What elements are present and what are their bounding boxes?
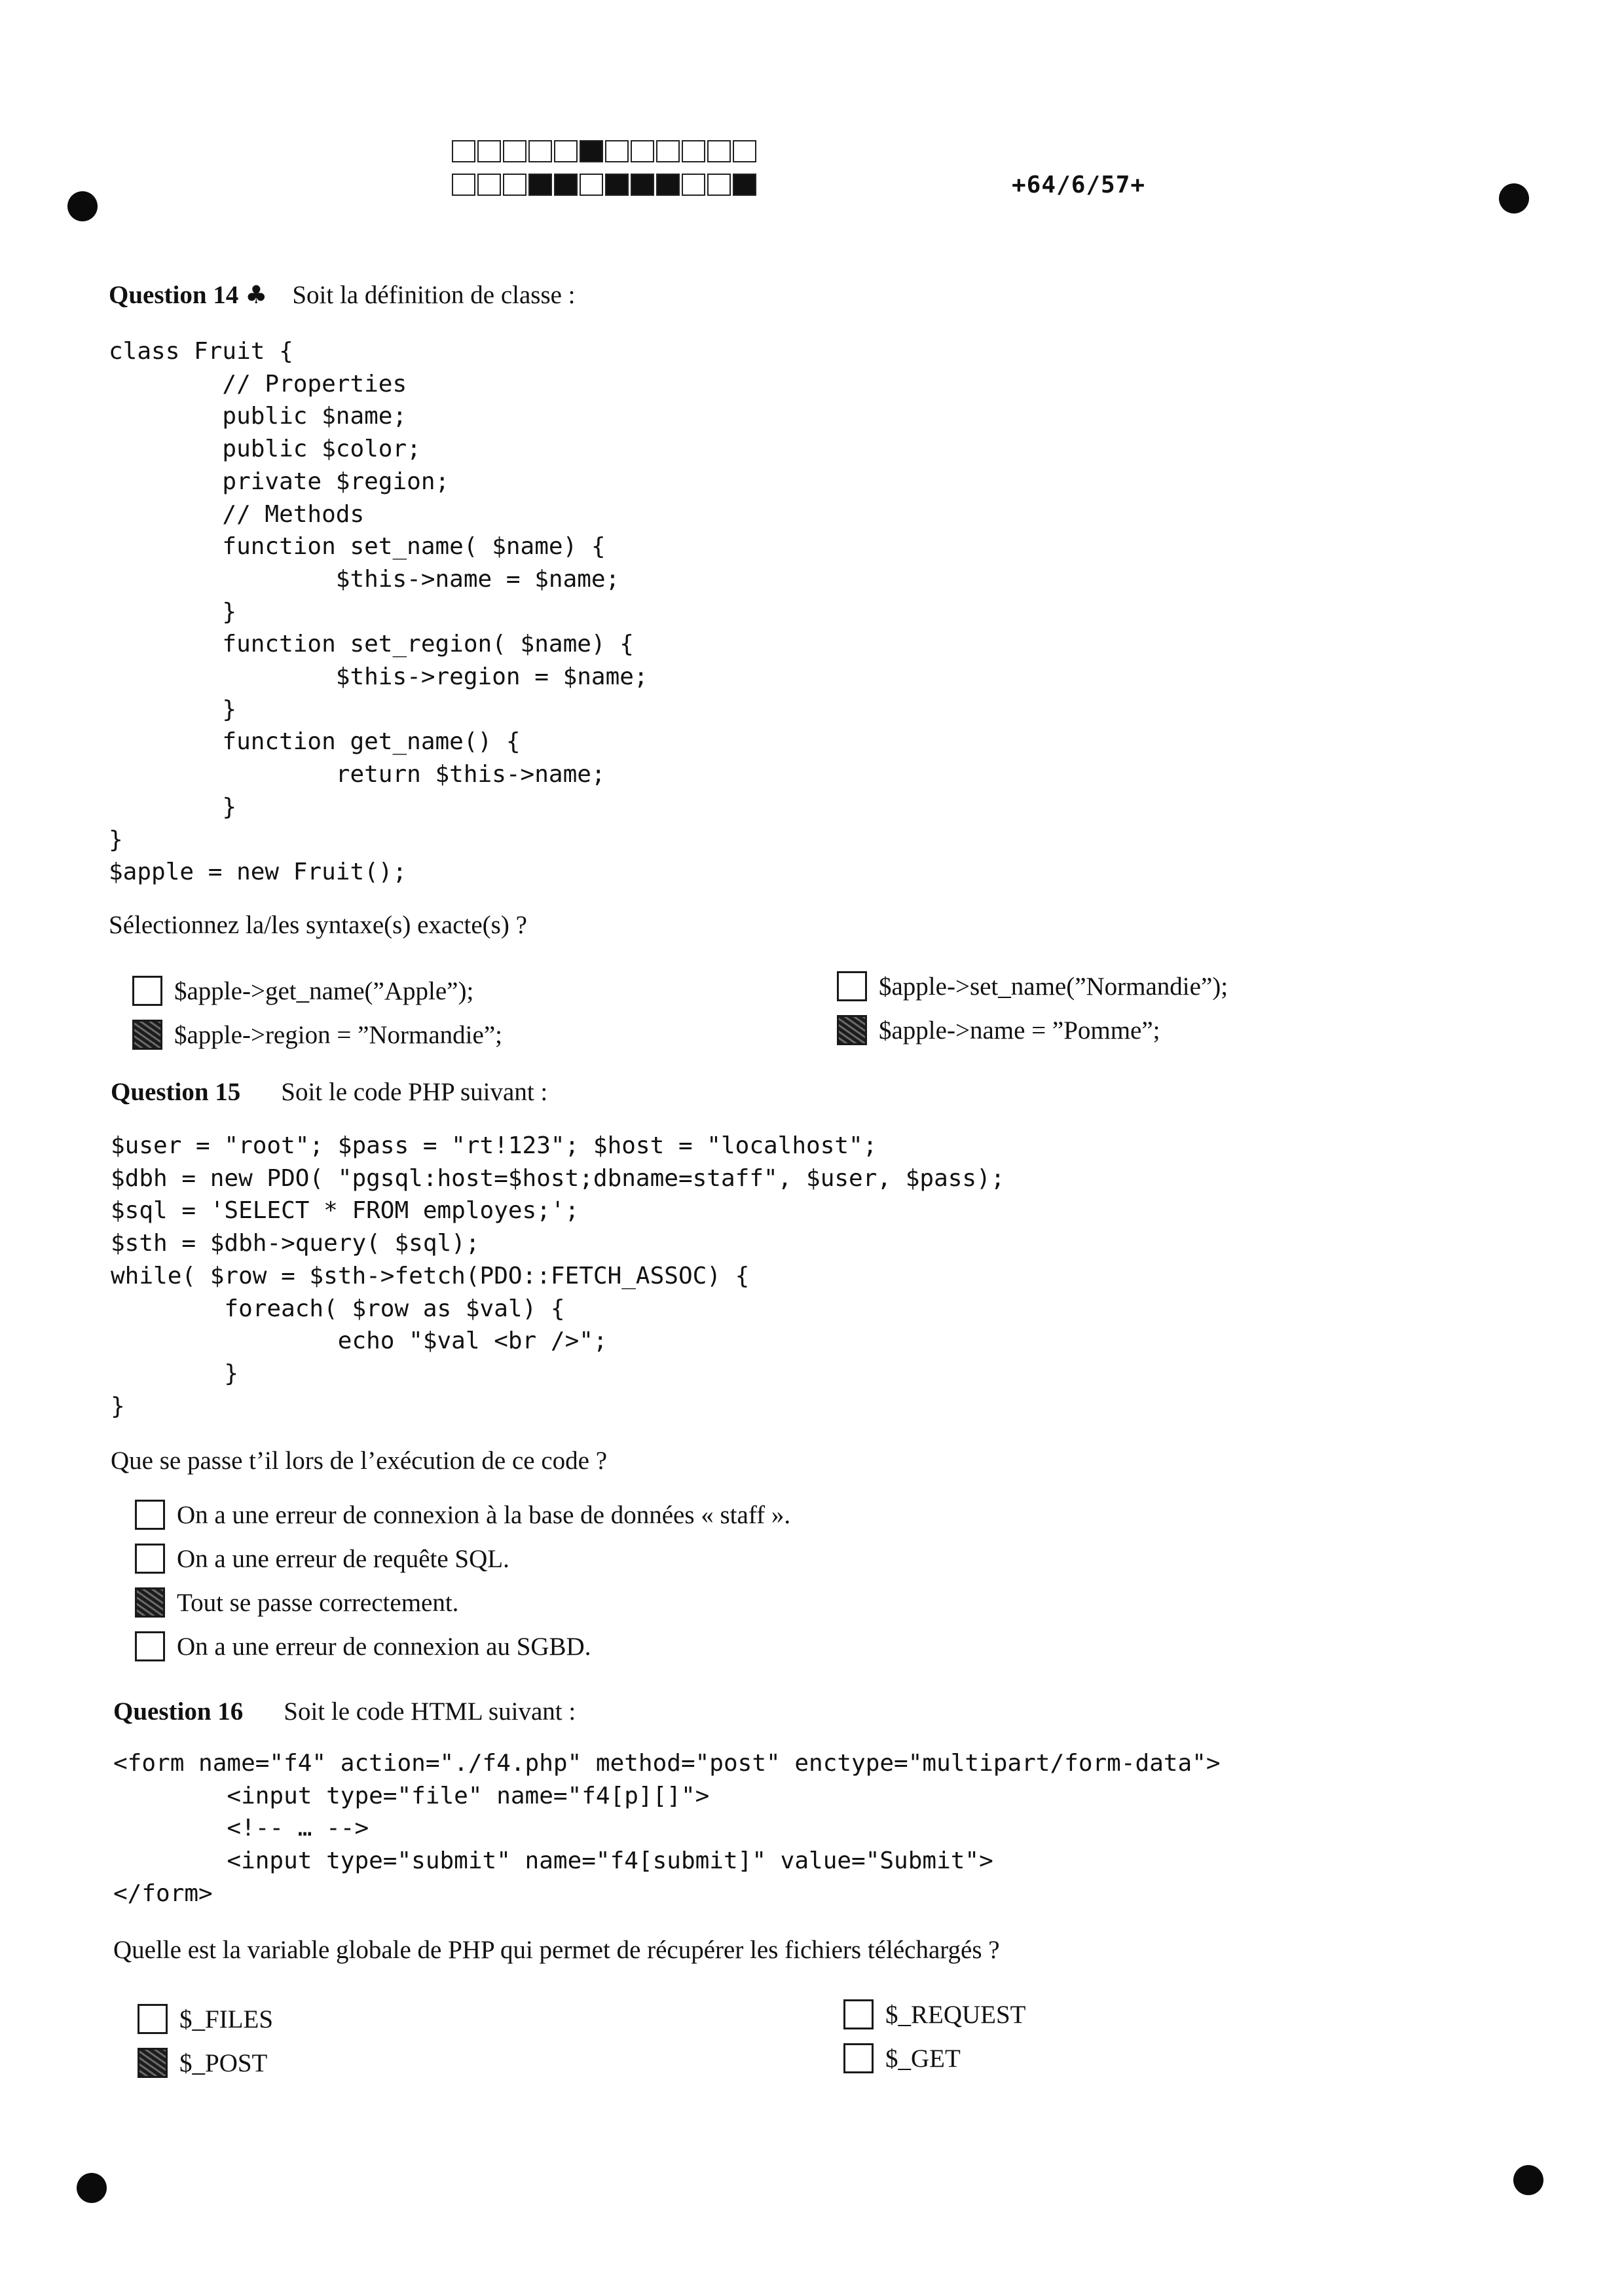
code-cell-filled: [605, 174, 629, 196]
checkbox[interactable]: [135, 1500, 165, 1530]
checkbox[interactable]: [138, 2004, 168, 2034]
question-intro: Soit le code PHP suivant :: [281, 1078, 548, 1106]
code-cell-filled: [528, 174, 552, 196]
code-cell-empty: [656, 140, 680, 162]
answer-label: $_REQUEST: [885, 2000, 1026, 2029]
sheet-id: +64/6/57+: [1012, 172, 1146, 198]
code-cell-filled: [631, 174, 654, 196]
answer-checkbox[interactable]: [837, 971, 1228, 1001]
code-cell-empty: [477, 174, 501, 196]
code-cell-empty: [682, 174, 705, 196]
checkbox-checked[interactable]: [132, 1020, 162, 1050]
sheet-code-row-2: [452, 174, 758, 196]
answer-checkbox[interactable]: [132, 1020, 502, 1050]
code-cell-empty: [605, 140, 629, 162]
registration-mark-bottom-left: [77, 2173, 107, 2203]
code-cell-empty: [707, 140, 731, 162]
checkbox-checked[interactable]: [837, 1015, 867, 1045]
answer-checkbox[interactable]: [135, 1587, 458, 1618]
question-15-title: [111, 1077, 547, 1107]
code-cell-empty: [503, 174, 526, 196]
checkbox[interactable]: [135, 1631, 165, 1661]
answer-checkbox[interactable]: [837, 1015, 1160, 1045]
code-cell-empty: [707, 174, 731, 196]
question-number: Question 14: [109, 281, 239, 309]
answer-label: $apple->name = ”Pomme”;: [879, 1016, 1160, 1045]
question-15-code: $user = "root"; $pass = "rt!123"; $host = "localhost"; $dbh = new PDO( "pgsql:host=$host;dbname=staff", $user, $pass); $sql = 'SELECT * FROM employes;'; $sth = $dbh->query( $sql); while( $row = $sth->fetch(PDO::FETCH_ASSOC) { foreach( $row as $val) { echo "$val <br />"; } }: [111, 1132, 1005, 1420]
question-16-title: [113, 1697, 576, 1726]
answer-checkbox[interactable]: [135, 1544, 509, 1574]
checkbox[interactable]: [132, 976, 162, 1006]
code-cell-empty: [503, 140, 526, 162]
code-cell-empty: [452, 174, 475, 196]
code-cell-filled: [580, 140, 603, 162]
code-cell-empty: [580, 174, 603, 196]
checkbox[interactable]: [135, 1544, 165, 1574]
answer-label: $_FILES: [179, 2005, 274, 2033]
answer-label: $apple->region = ”Normandie”;: [174, 1020, 502, 1049]
answer-label: On a une erreur de requête SQL.: [177, 1544, 509, 1573]
answer-checkbox[interactable]: [135, 1500, 790, 1530]
question-intro: Soit le code HTML suivant :: [284, 1697, 576, 1726]
code-cell-empty: [631, 140, 654, 162]
answer-label: On a une erreur de connexion à la base de données « staff ».: [177, 1500, 791, 1529]
answer-checkbox[interactable]: [138, 2048, 267, 2078]
question-number: Question 15: [111, 1078, 241, 1106]
question-number: Question 16: [113, 1697, 244, 1726]
answer-checkbox[interactable]: [132, 976, 473, 1006]
question-16-code: <form name="f4" action="./f4.php" method="post" enctype="multipart/form-data"> <input type="file" name="f4[p][]"> <!-- … --> <input type="submit" name="f4[submit]" value="Submit"> </form>: [113, 1750, 1221, 1907]
checkbox-checked[interactable]: [138, 2048, 168, 2078]
question-15-prompt: Que se passe t’il lors de l’exécution de ce code ?: [111, 1447, 608, 1475]
question-intro: Soit la définition de classe :: [292, 281, 576, 309]
code-cell-filled: [733, 174, 756, 196]
code-cell-empty: [477, 140, 501, 162]
checkbox[interactable]: [843, 1999, 874, 2029]
answer-label: $_POST: [179, 2048, 268, 2077]
answer-checkbox[interactable]: [138, 2004, 273, 2034]
answer-checkbox[interactable]: [843, 2043, 961, 2073]
question-14-code: class Fruit { // Properties public $name; public $color; private $region; // Methods function set_name( $name) { $this->name = $name; } function set_region( $name) { $this->region = $name; } function get_name() { return $this->name; } } $apple = new Fruit();: [109, 338, 648, 886]
code-cell-filled: [554, 174, 578, 196]
code-cell-filled: [656, 174, 680, 196]
registration-mark-bottom-right: [1513, 2165, 1543, 2195]
checkbox[interactable]: [843, 2043, 874, 2073]
code-cell-empty: [554, 140, 578, 162]
code-cell-empty: [528, 140, 552, 162]
code-cell-empty: [733, 140, 756, 162]
answer-checkbox[interactable]: [843, 1999, 1026, 2029]
answer-label: Tout se passe correctement.: [177, 1588, 459, 1617]
answer-label: On a une erreur de connexion au SGBD.: [177, 1632, 591, 1661]
answer-label: $_GET: [885, 2044, 961, 2073]
checkbox[interactable]: [837, 971, 867, 1001]
sheet-code-row-1: [452, 140, 758, 162]
registration-mark-top-right: [1499, 183, 1529, 213]
code-cell-empty: [452, 140, 475, 162]
question-16-prompt: Quelle est la variable globale de PHP qui permet de récupérer les fichiers téléchargés ?: [113, 1936, 1000, 1964]
registration-mark-top-left: [67, 191, 98, 221]
code-cell-empty: [682, 140, 705, 162]
answer-label: $apple->set_name(”Normandie”);: [879, 972, 1228, 1001]
club-icon: ♣: [245, 280, 268, 309]
question-14-prompt: Sélectionnez la/les syntaxe(s) exacte(s) ?: [109, 911, 527, 939]
question-14-title: [109, 280, 576, 310]
answer-checkbox[interactable]: [135, 1631, 591, 1661]
checkbox-checked[interactable]: [135, 1587, 165, 1618]
answer-label: $apple->get_name(”Apple”);: [174, 976, 474, 1005]
